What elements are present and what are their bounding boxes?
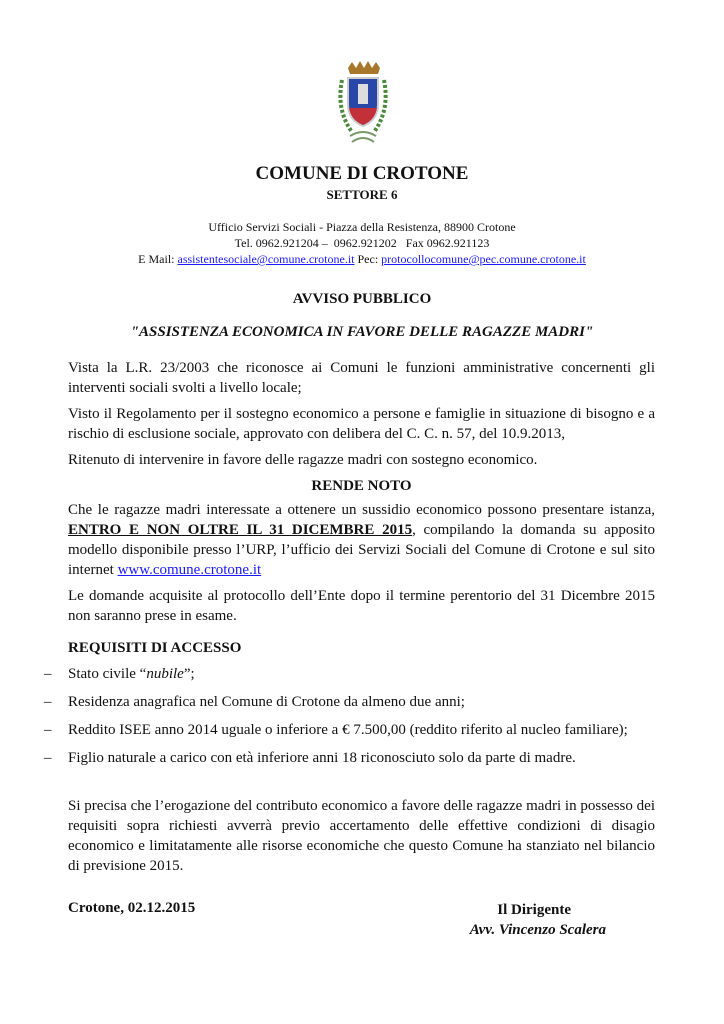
email-label: E Mail:	[138, 252, 175, 266]
req-text: Residenza anagrafica nel Comune di Crotone da almeno due anni;	[68, 694, 465, 710]
paragraph-law: Vista la L.R. 23/2003 che riconosce ai Comuni le funzioni amministrative concernenti gli interventi sociali svolti a livello locale;	[68, 360, 655, 396]
contact-block	[0, 219, 724, 267]
notice-heading: AVVISO PUBBLICO	[292, 291, 432, 307]
municipality-title: COMUNE DI CROTONE	[255, 163, 469, 184]
phone-fax: Tel. 0962.921204 – 0962.921202 Fax 0962.921123	[234, 236, 490, 250]
requirements-heading: REQUISITI DI ACCESSO	[68, 640, 242, 656]
req-text-end: ”;	[183, 666, 195, 682]
notice-body	[44, 358, 656, 882]
deadline-text: ENTRO E NON OLTRE IL 31 DICEMBRE 2015	[68, 522, 413, 538]
signer-role: Il Dirigente	[497, 902, 571, 918]
website-link[interactable]: www.comune.crotone.it	[117, 562, 262, 578]
pec-label: Pec:	[357, 252, 379, 266]
paragraph-intent: Ritenuto di intervenire in favore delle ragazze madri con sostegno economico.	[68, 452, 538, 468]
dash-bullet: –	[44, 694, 52, 710]
sector-label: SETTORE 6	[326, 187, 398, 202]
dash-bullet: –	[44, 666, 52, 682]
pec-link[interactable]: protocollocomune@pec.comune.crotone.it	[381, 252, 586, 266]
req-text: Figlio naturale a carico con età inferiore anni 18 riconosciuto solo da parte di madre.	[68, 750, 576, 766]
place-date: Crotone, 02.12.2015	[68, 900, 196, 916]
office-address: Ufficio Servizi Sociali - Piazza della Resistenza, 88900 Crotone	[208, 220, 516, 234]
req-text-italic: nubile	[146, 666, 184, 682]
list-item	[44, 748, 655, 768]
email-line	[0, 251, 724, 267]
req-text: Reddito ISEE anno 2014 uguale o inferiore a € 7.500,00 (reddito riferito al nucleo familiare);	[68, 722, 628, 738]
dash-bullet: –	[44, 722, 52, 738]
application-text: Che le ragazze madri interessate a ottenere un sussidio economico possono presentare istanza,	[68, 502, 655, 518]
paragraph-regulation: Visto il Regolamento per il sostegno economico a persone e famiglie in situazione di bisogno e a rischio di esclusione sociale, approvato con delibera del C. C. n. 57, del 10.9.2013,	[68, 406, 655, 442]
list-item	[44, 720, 655, 740]
req-text: Stato civile “	[68, 666, 147, 682]
notice-subject: "ASSISTENZA ECONOMICA IN FAVORE DELLE RAGAZZE MADRI"	[130, 324, 594, 340]
list-item	[44, 664, 655, 684]
paragraph-application	[68, 500, 655, 580]
list-item	[44, 692, 655, 712]
dash-bullet: –	[44, 750, 52, 766]
city-crest-logo	[330, 60, 396, 148]
signer-name: Avv. Vincenzo Scalera	[469, 922, 606, 938]
rende-noto-heading: RENDE NOTO	[311, 478, 412, 494]
requirements-list	[44, 664, 655, 768]
paragraph-clarification: Si precisa che l’erogazione del contributo economico a favore delle ragazze madri in possesso dei requisiti sopra richiesti avverrà previo accertamento delle effettive condizioni di disagio economico e limitatamente alle risorse economiche che questo Comune ha stanziato nel bilancio di previsione 2015.	[68, 798, 655, 874]
signature-block	[460, 900, 606, 940]
application-text-cont: , compilando la domanda su apposito modello disponibile presso l’URP, l’ufficio dei Servizi Sociali del Comune di Crotone e sul sito internet	[68, 522, 656, 578]
email-link[interactable]: assistentesociale@comune.crotone.it	[177, 252, 355, 266]
paragraph-late-submissions: Le domande acquisite al protocollo dell’Ente dopo il termine perentorio del 31 Dicembre 2015 non saranno prese in esame.	[68, 588, 655, 624]
